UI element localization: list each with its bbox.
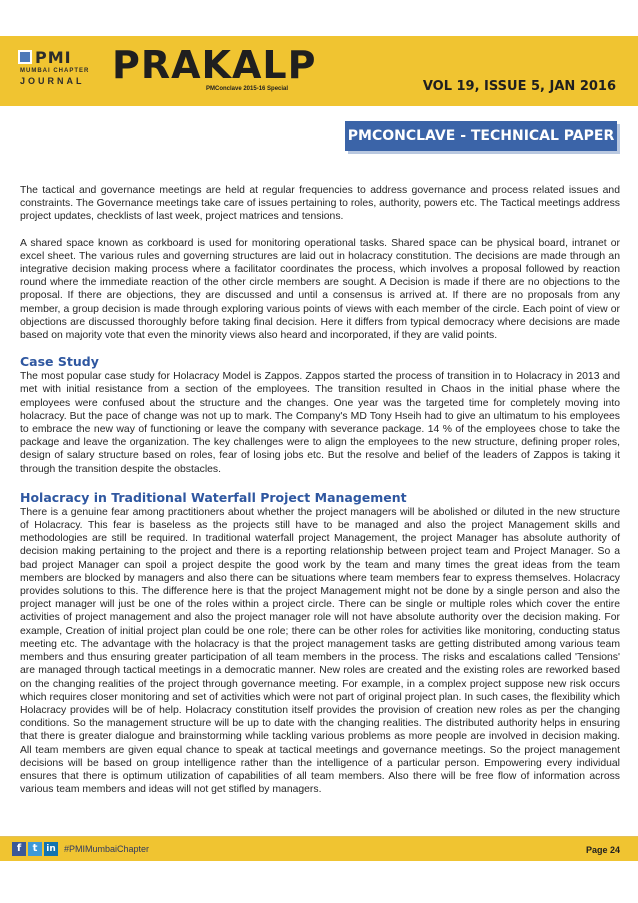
pmi-logo-icon: [18, 50, 32, 64]
page-number: Page 24: [585, 845, 620, 855]
journal-title: PRAKALP: [112, 43, 317, 87]
logo-chapter-text: MUMBAI CHAPTER: [20, 68, 90, 74]
twitter-icon[interactable]: t: [28, 842, 42, 856]
case-study-paragraph: The most popular case study for Holacracy Model is Zappos. Zappos started the process of transition in to Holacracy in 2013 and met with initial resistance from a section of the employees. The transition resulted in Chaos in the initial phase where the employees were confused about the structure and the changes. One year was the targeted time for completely moving into holacracy. But the pace of change was not up to mark. The Company's MD Tony Hseih had to give an ultimatum to his employees to embrace the new way of functioning or leave the company with severance package. 14 % of the employees chose to take the package and leave the organization. The key challenges were to align the employees to the new structure, defining proper roles, design of salary structure based on roles, fear of losing jobs etc. But the resolve and belief of the leaders of Zappos is taking it through the transition despite the obstacles.: [20, 371, 620, 475]
journal-subtitle: PMConclave 2015-16 Special: [206, 86, 289, 92]
social-links: [12, 842, 58, 856]
intro-paragraph-2: A shared space known as corkboard is used for monitoring operational tasks. Shared space can be physical board, intranet or excel sheet. The various rules and governing structures are laid out in holacracy constitution. The decisions are made through an integrative decision making process where a facilitator coordinates the process, which involves a proposal followed by reaction round where the immediate reaction of the other circle members are sought. A Decision is made if there are no objections to the proposal. If there are objections, they are discussed and until a consensus is arrived at. If there are no proposals from any member, a group decision is made through exploring various points of views with each member of the circle. Each point of view or objections are discussed thoroughly before taking final decision. Here it differs from typical democracy where decisions are made based on majority vote that even the minority views also heard and incorporated, if they are valid points.: [20, 237, 620, 342]
hashtag-text: #PMIMumbaiChapter: [64, 844, 150, 854]
linkedin-icon[interactable]: in: [44, 842, 58, 856]
issue-label: VOL 19, ISSUE 5, JAN 2016: [422, 79, 616, 94]
article-body: [20, 184, 620, 796]
facebook-icon[interactable]: f: [12, 842, 26, 856]
intro-paragraph-1: The tactical and governance meetings are held at regular frequencies to address governance and process related issues and constraints. The Governance meetings take care of issues pertaining to roles, authority, powers etc. The Tactical meetings address project updates, checklists of last week, project matrices and tensions.: [20, 185, 620, 223]
case-study-heading: Case Study: [20, 354, 99, 370]
section-banner: PMCONCLAVE - TECHNICAL PAPER ENTRY: [345, 121, 617, 151]
logo-journal-text: JOURNAL: [20, 76, 85, 86]
logo-pmi-text: PMI: [35, 48, 72, 67]
waterfall-paragraph: There is a genuine fear among practitioners about whether the project managers will be abolished or diluted in the new structure of Holacracy. This fear is baseless as the projects still have to be managed and also the project Management skills and methodologies are still be required. In traditional waterfall project Management, the project Manager has absolute authority of decision making pertaining to the project and there is a reporting relationship between project team and Project Manager. So a bad project Manager can spoil a project despite the good work by the team and many times the great ideas from the team members are blocked by managers and also there can be situations where team members fear to express themselves. Holacracy provides solutions to this. The difference here is that the project Management might not be done by a single person and also the project manager will just be one of the roles within a project circle. There can be single or multiple roles which cover the entire activities of project management and also the project manager role will not have absolute authority over the decision making. For example, Creation of initial project plan could be one role; there can be other roles for activities like monitoring, conducting status meeting etc. The advantage with the holacracy is that the project management tasks are getting distributed among various team members and thus ensuring greater participation of all team members in the process. The risks and escalations called 'Tensions' are managed through tactical meetings in a democratic manner. New roles are created and the existing roles are reworked based on the changing realities of the project through governance meeting. For example, in a complex project suppose new risk occurs which requires closer monitoring and set of activities which were not part of original project plan. In such cases, the flexibility which Holacracy provides will be of help. Holacracy constitution itself provides the provision of creation new roles as per the changing conditions. So the management structure will be up to date with the changing realities. The distributed authority helps in ensuring that there is greater dialogue and brainstorming while tackling various problems as more people are involved in decision making. All team members are given equal chance to speak at tactical meetings and governance meetings. So the project management decisions will be based on group intelligence rather than the intelligence of a particular person. Empowering every individual ensures that there is optimum utilization of capabilities of all team members. Also there will be free flow of information across various team members and ideas will not get stifled by managers.: [20, 506, 620, 796]
pmi-logo: [18, 50, 110, 90]
waterfall-heading: Holacracy in Traditional Waterfall Project Management: [20, 489, 407, 505]
